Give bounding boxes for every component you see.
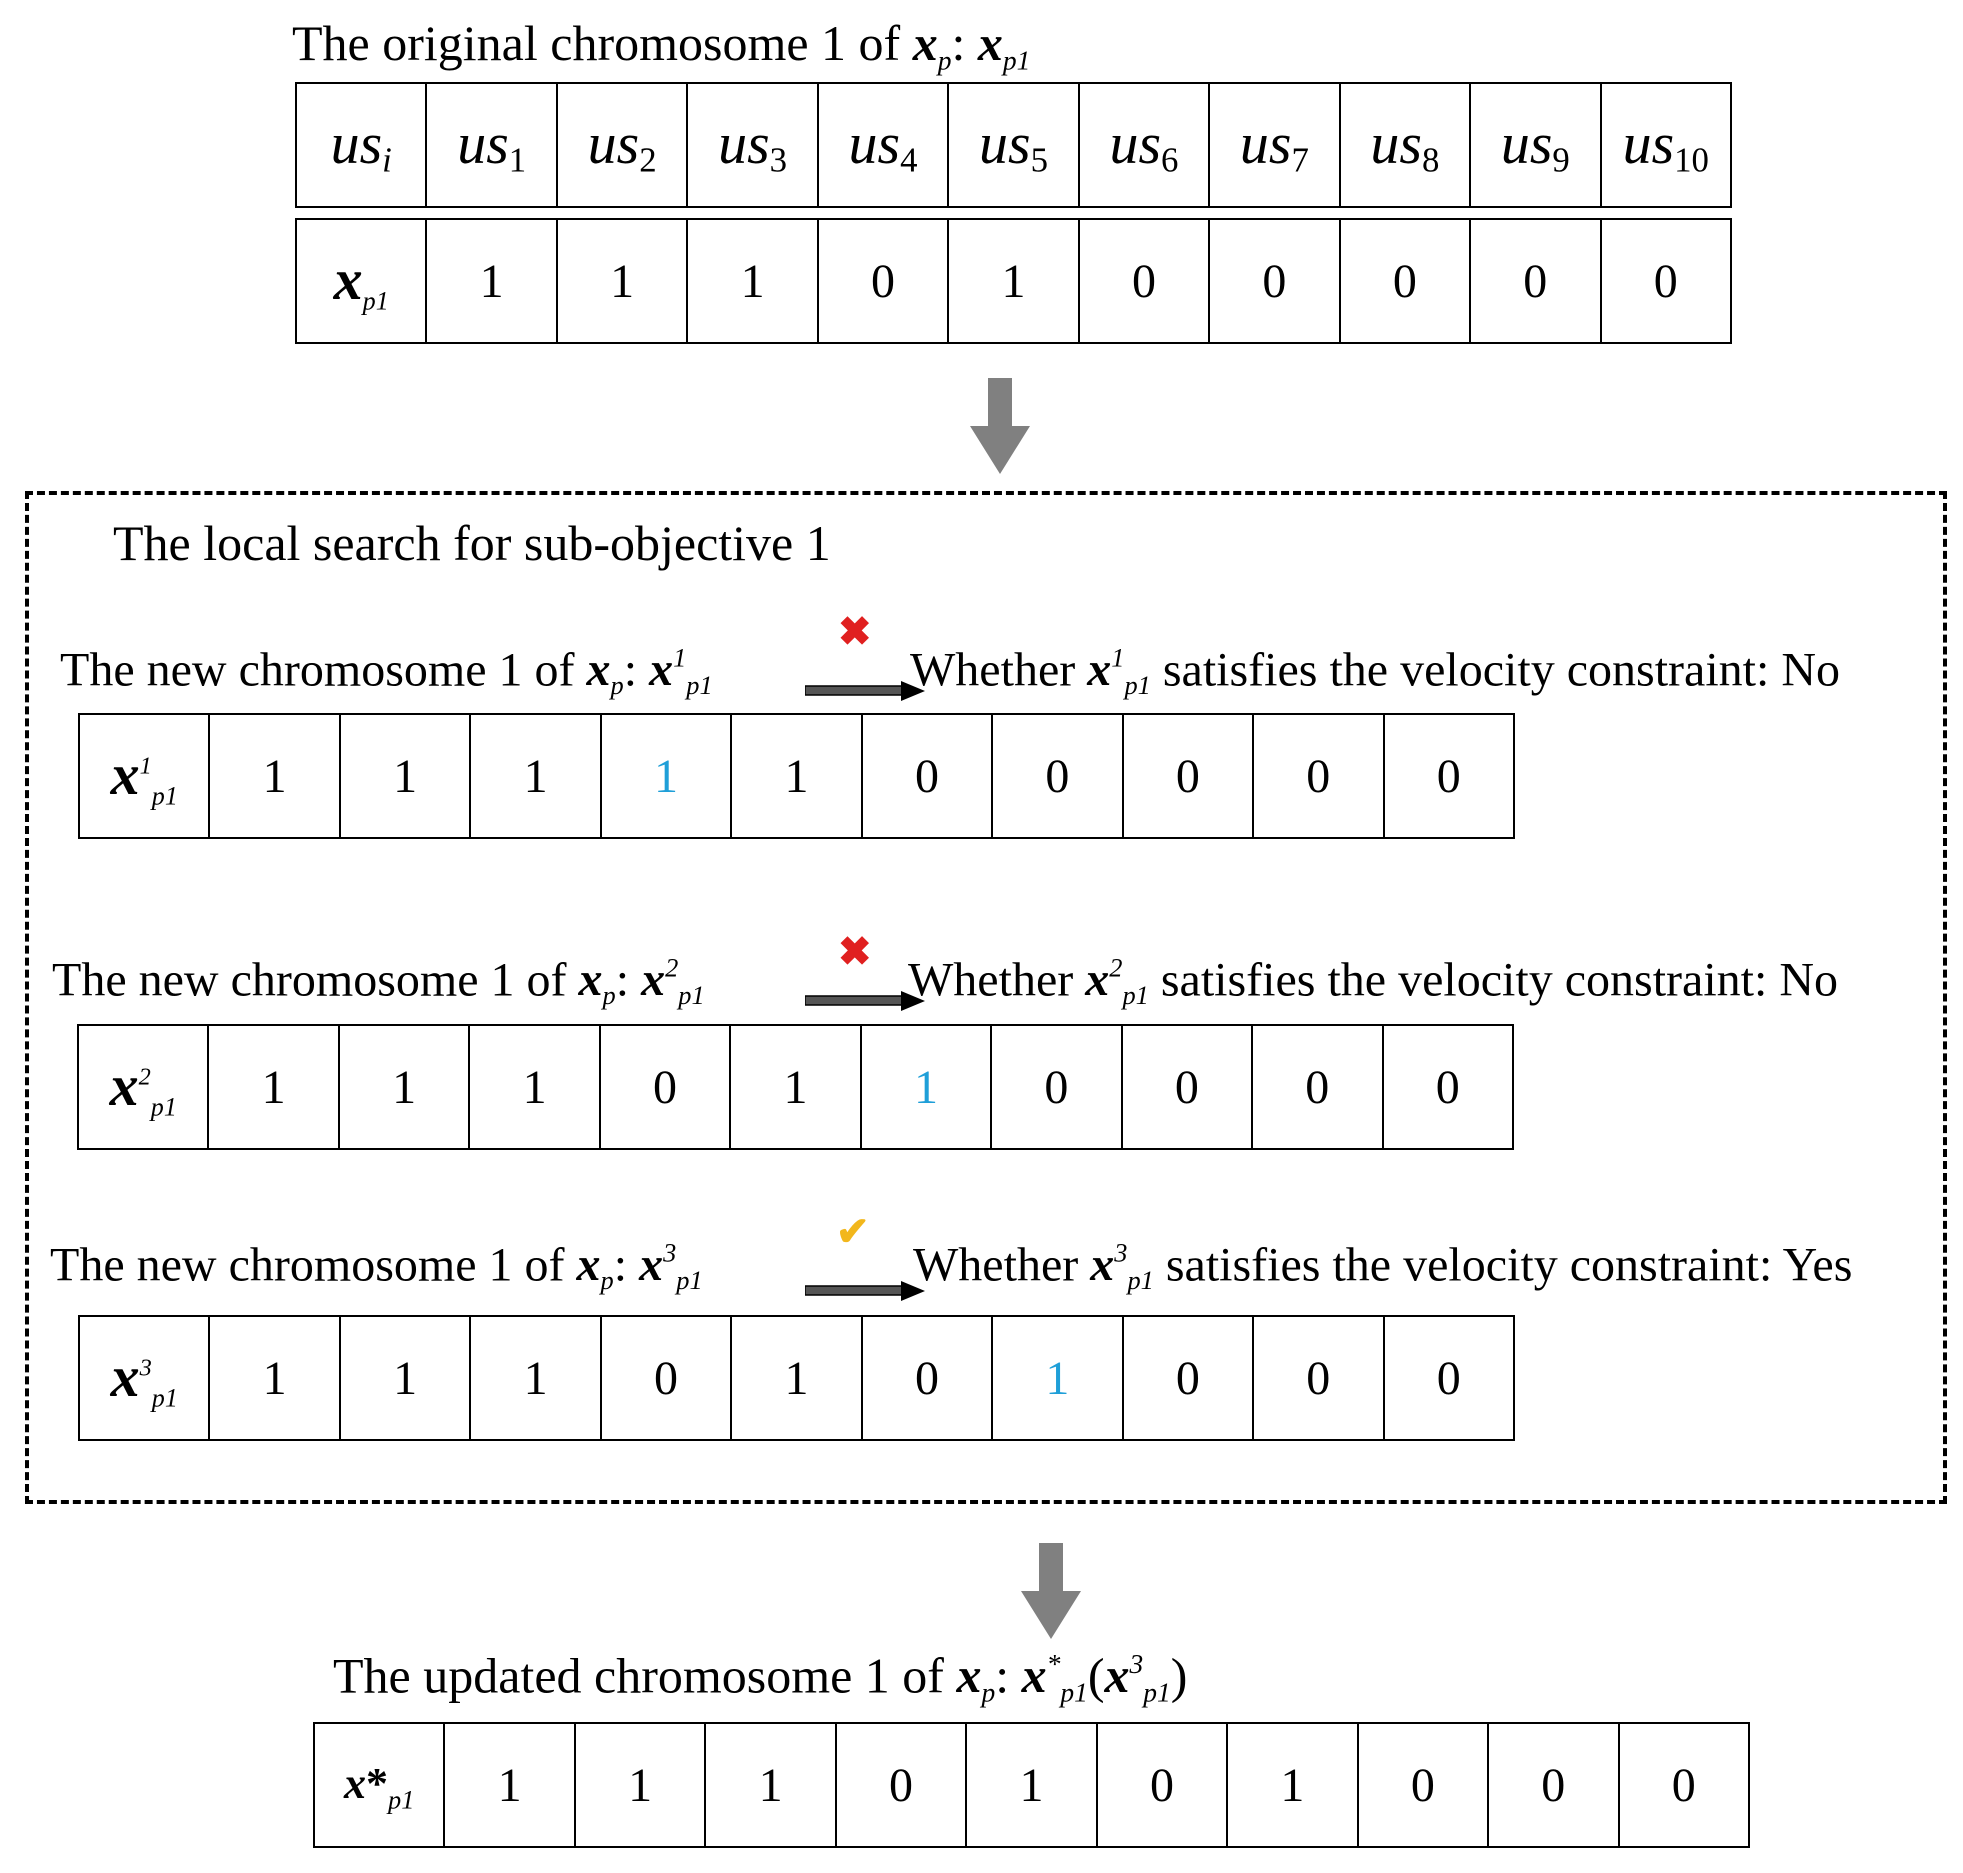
cross-icon: ✖ xyxy=(838,929,872,974)
gene-cell: 0 xyxy=(1253,1316,1383,1440)
gene-cell: 0 xyxy=(862,714,992,838)
original-values-row xyxy=(296,219,1731,343)
gene-cell: 1 xyxy=(575,1723,705,1847)
gene-cell: 1 xyxy=(966,1723,1096,1847)
header-cell: $us_5$ xyxy=(948,83,1078,207)
gene-cell: 1 xyxy=(209,1316,339,1440)
gene-cell: 1 xyxy=(470,1316,600,1440)
gene-cell: 1 xyxy=(469,1025,599,1149)
header-cell: $us_7$ xyxy=(1209,83,1339,207)
updated-values-row xyxy=(314,1723,1749,1847)
mutated-gene-cell: 1 xyxy=(861,1025,991,1149)
gene-cell: 1 xyxy=(730,1025,860,1149)
gene-cell: 0 xyxy=(991,1025,1121,1149)
candidate-1-table xyxy=(78,713,1515,839)
original-caption: The original chromosome 1 of $x_p$: $x_{p1}$ xyxy=(292,15,1031,76)
header-label-cell: $us_i$ xyxy=(296,83,426,207)
xp-symbol: $x_p$ xyxy=(912,15,952,76)
updated-chromosome-table xyxy=(313,1722,1750,1848)
check-icon: ✔ xyxy=(836,1209,870,1254)
gene-cell: 0 xyxy=(1358,1723,1488,1847)
row-label-cell: $x_{p1}$ xyxy=(296,219,426,343)
gene-cell: 0 xyxy=(818,219,948,343)
gene-cell: 0 xyxy=(836,1723,966,1847)
candidate-2-table xyxy=(77,1024,1514,1150)
gene-cell: 0 xyxy=(1079,219,1209,343)
row-label-cell: $x*_{p1}$ xyxy=(314,1723,444,1847)
xp1-symbol: $x_{p1}$ xyxy=(977,15,1031,76)
gene-cell: 0 xyxy=(1619,1723,1749,1847)
arrow-right-icon xyxy=(805,1280,925,1302)
gene-cell: 0 xyxy=(1470,219,1600,343)
header-cell: $us_8$ xyxy=(1340,83,1470,207)
candidate-1-constraint: Whether $x^1_{p1}$ satisfies the velocity constraint: No xyxy=(910,643,1841,701)
gene-cell: 0 xyxy=(1122,1025,1252,1149)
mutated-gene-cell: 1 xyxy=(601,714,731,838)
header-cell: $us_1$ xyxy=(426,83,556,207)
gene-cell: 0 xyxy=(1253,714,1383,838)
gene-cell: 0 xyxy=(862,1316,992,1440)
gene-cell: 1 xyxy=(705,1723,835,1847)
down-arrow-icon xyxy=(1021,1543,1081,1639)
gene-cell: 1 xyxy=(208,1025,338,1149)
gene-cell: 1 xyxy=(340,714,470,838)
gene-cell: 0 xyxy=(1384,714,1514,838)
header-row xyxy=(296,83,1731,207)
gene-cell: 0 xyxy=(1340,219,1470,343)
gene-cell: 0 xyxy=(1488,1723,1618,1847)
header-cell: $us_6$ xyxy=(1079,83,1209,207)
mutated-gene-cell: 1 xyxy=(992,1316,1122,1440)
header-cell: $us_4$ xyxy=(818,83,948,207)
gene-cell: 1 xyxy=(470,714,600,838)
gene-cell: 1 xyxy=(209,714,339,838)
gene-cell: 1 xyxy=(444,1723,574,1847)
gene-cell: 0 xyxy=(1209,219,1339,343)
candidate-3-table xyxy=(78,1315,1515,1441)
gene-cell: 1 xyxy=(731,1316,861,1440)
gene-cell: 0 xyxy=(992,714,1122,838)
gene-cell: 0 xyxy=(1601,219,1731,343)
candidate-3-caption: The new chromosome 1 of $x_p$: $x^3_{p1}$ xyxy=(50,1238,703,1296)
gene-cell: 1 xyxy=(426,219,556,343)
candidate-2-row xyxy=(78,1025,1513,1149)
gene-cell: 0 xyxy=(1097,1723,1227,1847)
row-label-cell: $x^2_{p1}$ xyxy=(78,1025,208,1149)
candidate-2-caption: The new chromosome 1 of $x_p$: $x^2_{p1}$ xyxy=(52,953,705,1011)
row-label-cell: $x^3_{p1}$ xyxy=(79,1316,209,1440)
local-search-title: The local search for sub-objective 1 xyxy=(113,515,831,571)
header-cell: $us_9$ xyxy=(1470,83,1600,207)
arrow-right-icon xyxy=(805,990,925,1012)
candidate-2-constraint: Whether $x^2_{p1}$ satisfies the velocity constraint: No xyxy=(908,953,1839,1011)
gene-cell: 0 xyxy=(1123,1316,1253,1440)
gene-cell: 1 xyxy=(340,1316,470,1440)
gene-cell: 1 xyxy=(557,219,687,343)
arrow-right-icon xyxy=(805,680,925,702)
original-chromosome-table xyxy=(295,82,1732,344)
gene-cell: 1 xyxy=(339,1025,469,1149)
candidate-1-row xyxy=(79,714,1514,838)
header-cell: $us_{10}$ xyxy=(1601,83,1731,207)
gene-cell: 1 xyxy=(731,714,861,838)
gene-cell: 0 xyxy=(601,1316,731,1440)
header-cell: $us_3$ xyxy=(687,83,817,207)
gene-cell: 0 xyxy=(1384,1316,1514,1440)
cross-icon: ✖ xyxy=(838,609,872,654)
row-label-cell: $x^1_{p1}$ xyxy=(79,714,209,838)
gene-cell: 0 xyxy=(1383,1025,1513,1149)
candidate-1-caption: The new chromosome 1 of $x_p$: $x^1_{p1}$ xyxy=(60,643,713,701)
candidate-3-row xyxy=(79,1316,1514,1440)
gene-cell: 0 xyxy=(1252,1025,1382,1149)
gene-cell: 0 xyxy=(1123,714,1253,838)
updated-caption: The updated chromosome 1 of $x_p$: $x^*_{p1}(x^3_{p1})$ xyxy=(333,1647,1188,1708)
gene-cell: 1 xyxy=(687,219,817,343)
gene-cell: 1 xyxy=(948,219,1078,343)
candidate-3-constraint: Whether $x^3_{p1}$ satisfies the velocity constraint: Yes xyxy=(913,1238,1853,1296)
gene-cell: 0 xyxy=(600,1025,730,1149)
gene-cell: 1 xyxy=(1227,1723,1357,1847)
header-cell: $us_2$ xyxy=(557,83,687,207)
down-arrow-icon xyxy=(970,378,1030,474)
